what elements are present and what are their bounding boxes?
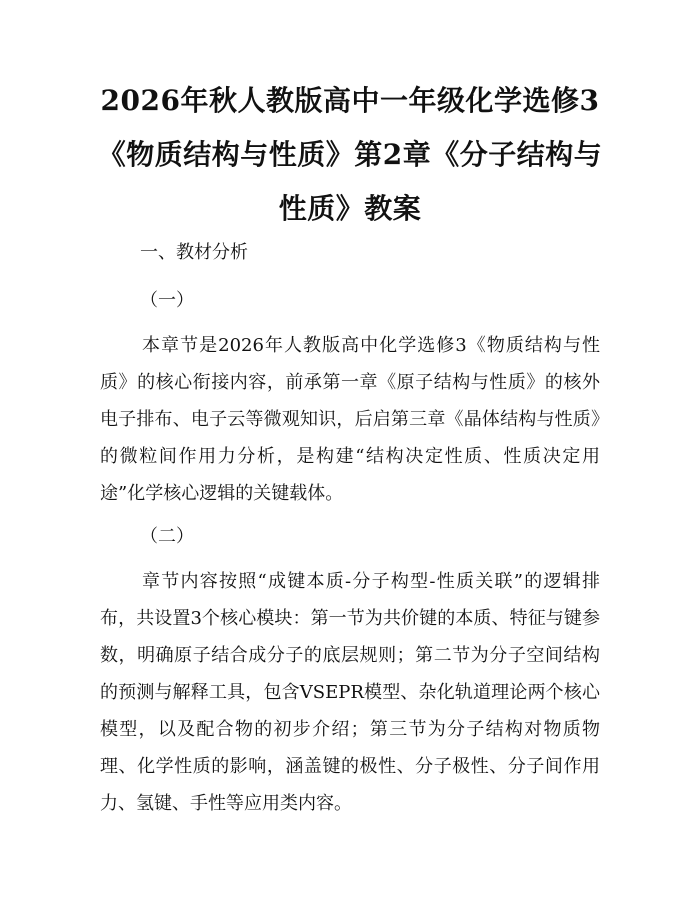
subsection-heading-2: （二） <box>140 526 194 547</box>
paragraph-1: 本章节是2026年人教版高中化学选修3《物质结构与性质》的核心衔接内容，前承第一章《原子结构与性质》的核外电子排布、电子云等微观知识，后启第三章《晶体结构与性质》的微粒间作用力分析，是构建“结构决定性质、性质决定用途”化学核心逻辑的关键载体。 <box>100 335 600 504</box>
document-title: 2026年秋人教版高中一年级化学选修3《物质结构与性质》第2章《分子结构与性质》教案 <box>97 84 603 225</box>
paragraph-2: 章节内容按照“成键本质-分子构型-性质关联”的逻辑排布，共设置3个核心模块：第一节为共价键的本质、特征与键参数，明确原子结合成分子的底层规则；第二节为分子空间结构的预测与解释工具，包含VSEPR模型、杂化轨道理论两个核心模型，以及配合物的初步介绍；第三节为分子结构对物质物理、化学性质的影响，涵盖键的极性、分子极性、分子间作用力、氢键、手性等应用类内容。 <box>100 571 600 814</box>
subsection-heading-1: （一） <box>140 290 194 311</box>
section-heading: 一、教材分析 <box>140 242 248 263</box>
